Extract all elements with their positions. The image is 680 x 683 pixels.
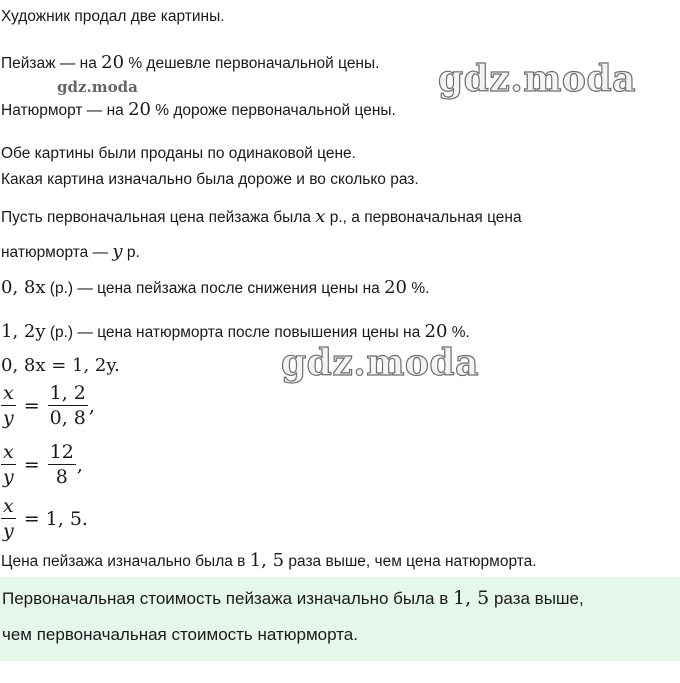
denominator: y	[2, 520, 14, 542]
fraction-lhs	[1, 441, 16, 488]
solution-line-1	[1, 206, 522, 227]
percent-value: 20	[128, 99, 151, 120]
fraction-lhs	[1, 382, 16, 429]
fraction-rhs	[48, 441, 76, 488]
text: Первоначальная стоимость пейзажа изначально была в	[2, 589, 453, 608]
watermark-large-center: gdz.moda	[281, 342, 479, 384]
text: % дороже первоначальной цены.	[150, 102, 396, 119]
text: (р.) — цена натюрморта после повышения цены на	[45, 324, 425, 341]
problem-line-4: Обе картины были проданы по одинаковой цене.	[1, 145, 356, 162]
text: Цена пейзажа изначально была в	[1, 553, 250, 570]
percent-value: 20	[424, 321, 448, 342]
text: Натюрморт — на	[1, 102, 129, 119]
fraction-equation-3	[1, 495, 88, 542]
variable: y	[112, 241, 123, 262]
text: Пейзаж — на	[1, 55, 102, 72]
denominator: y	[2, 466, 14, 488]
ratio-value: 1, 5	[452, 587, 490, 609]
comma: ,	[88, 394, 95, 417]
text: натюрморта —	[1, 244, 113, 261]
fraction-equation-1	[1, 382, 95, 429]
numerator: x	[3, 495, 14, 517]
math-expression: 0, 8x	[1, 277, 46, 298]
solution-line-2	[1, 241, 140, 262]
text: (р.) — цена пейзажа после снижения цены на	[45, 280, 385, 297]
equals-sign: =	[23, 394, 40, 417]
numerator: 12	[49, 441, 74, 463]
percent-value: 20	[384, 277, 408, 298]
numerator: x	[3, 382, 14, 404]
ratio-value: 1, 5	[249, 550, 285, 571]
problem-line-5: Какая картина изначально была дороже и во сколько раз.	[1, 171, 419, 188]
text: % дешевле первоначальной цены.	[124, 55, 380, 72]
equation-1: 0, 8x = 1, 2y.	[1, 355, 120, 376]
numerator: x	[3, 441, 14, 463]
solution-line-4	[1, 321, 470, 342]
problem-line-2	[1, 52, 379, 73]
variable: x	[315, 206, 326, 227]
text: Пусть первоначальная цена пейзажа была	[1, 209, 316, 226]
answer-box	[0, 577, 680, 661]
answer-line-1	[2, 587, 584, 609]
text: р., а первоначальная цена	[325, 209, 522, 226]
fraction-rhs	[48, 382, 88, 429]
answer-line-2: чем первоначальная стоимость натюрморта.	[2, 625, 358, 644]
fraction-equation-2	[1, 441, 83, 488]
text: раза выше,	[489, 589, 584, 608]
text: %.	[447, 324, 470, 341]
math-expression: 1, 2y	[1, 321, 46, 342]
text: %.	[407, 280, 430, 297]
solution-line-3	[1, 277, 429, 298]
problem-line-1: Художник продал две картины.	[1, 8, 225, 25]
equals-sign: =	[23, 453, 40, 476]
text: р.	[122, 244, 140, 261]
denominator: y	[2, 407, 14, 429]
denominator: 8	[55, 466, 68, 488]
numerator: 1, 2	[49, 382, 86, 404]
watermark-large: gdz.moda	[438, 58, 636, 100]
denominator: 0, 8	[49, 407, 86, 429]
percent-value: 20	[101, 52, 125, 73]
fraction-lhs	[1, 495, 16, 542]
text: раза выше, чем цена натюрморта.	[284, 553, 537, 570]
problem-line-3	[1, 99, 396, 120]
watermark-small: gdz.moda	[57, 78, 138, 96]
conclusion-line	[1, 550, 537, 571]
equation-rhs: = 1, 5.	[23, 507, 88, 530]
comma: ,	[76, 453, 83, 476]
